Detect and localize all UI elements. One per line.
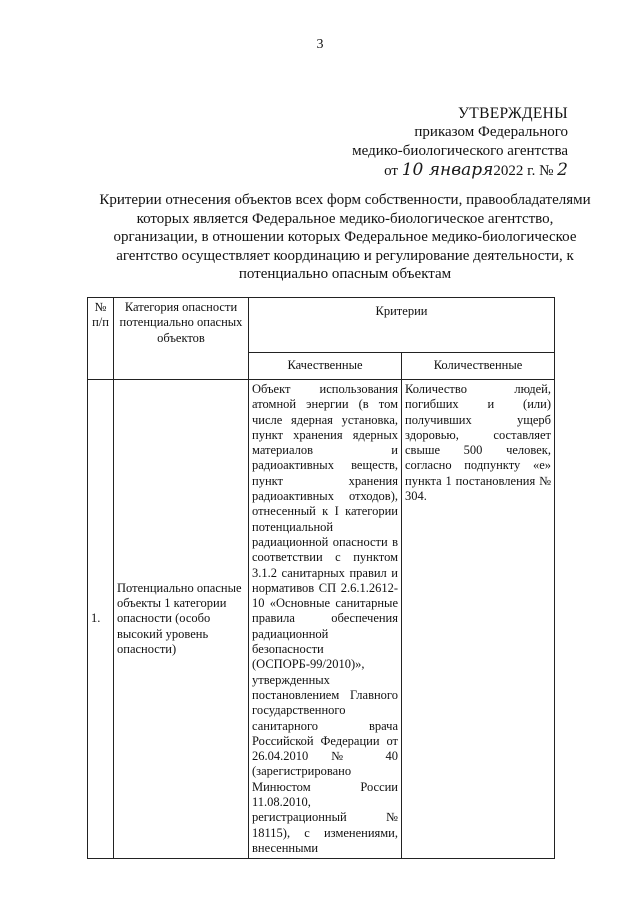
approval-date-year: 2022 г. № (493, 163, 554, 179)
table-row (88, 380, 555, 859)
approval-line-1: приказом Федерального (414, 124, 568, 140)
approval-date-line (338, 161, 568, 181)
document-title (94, 191, 596, 284)
document-title-line: Критерии отнесения объектов всех форм собственности, правообладателями (99, 192, 591, 208)
page-number: 3 (316, 37, 324, 52)
document-title-line: организации, в отношении которых Федеральное медико-биологическое (113, 229, 577, 246)
approval-handwritten-number: 2 (557, 160, 568, 180)
approval-title: УТВЕРЖДЕНЫ (458, 105, 568, 122)
header-number: № п/п (88, 298, 114, 380)
approval-line-2: медико-биологического агентства (352, 143, 568, 159)
document-title-line: агентство осуществляет координацию и регулирование деятельности, к (116, 247, 574, 264)
approval-date-prefix: от (384, 163, 398, 179)
criteria-table (87, 297, 555, 859)
document-title-line: потенциально опасным объектам (238, 266, 452, 283)
approval-stamp (338, 104, 568, 181)
header-criteria: Критерии (249, 298, 555, 353)
table-header-row (88, 298, 555, 353)
row-category: Потенциально опасные объекты 1 категории опасности (особо высокий уровень опасности) (114, 380, 249, 859)
header-quantitative: Количественные (402, 353, 555, 380)
header-qualitative: Качественные (249, 353, 402, 380)
document-title-line: которых является Федеральное медико-биологическое агентство, (136, 210, 554, 227)
row-quantitative: Количество людей, погибших и (или) получивших ущерб здоровью, составляет свыше 500 человек, согласно подпункту «е» пункта 1 постановления № 304. (402, 380, 555, 859)
header-category: Категория опасности потенциально опасных объектов (114, 298, 249, 380)
approval-handwritten-date: 10 января (401, 160, 494, 180)
row-number: 1. (88, 380, 114, 859)
row-qualitative: Объект использования атомной энергии (в том числе ядерная установка, пункт хранения ядерных материалов и радиоактивных веществ, пункт хранения радиоактивных отходов), отнесенный к I категории потенциальной радиационной опасности в соответствии с пунктом 3.1.2 санитарных правил и нормативов СП 2.6.1.2612-10 «Основные санитарные правила обеспечения радиационной безопасности (ОСПОРБ-99/2010)», утвержденных постановлением Главного государственного санитарного врача Российской Федерации от 26.04.2010 № 40 (зарегистрировано Минюстом России 11.08.2010, регистрационный № 18115), с изменениями, внесенными (249, 380, 402, 859)
